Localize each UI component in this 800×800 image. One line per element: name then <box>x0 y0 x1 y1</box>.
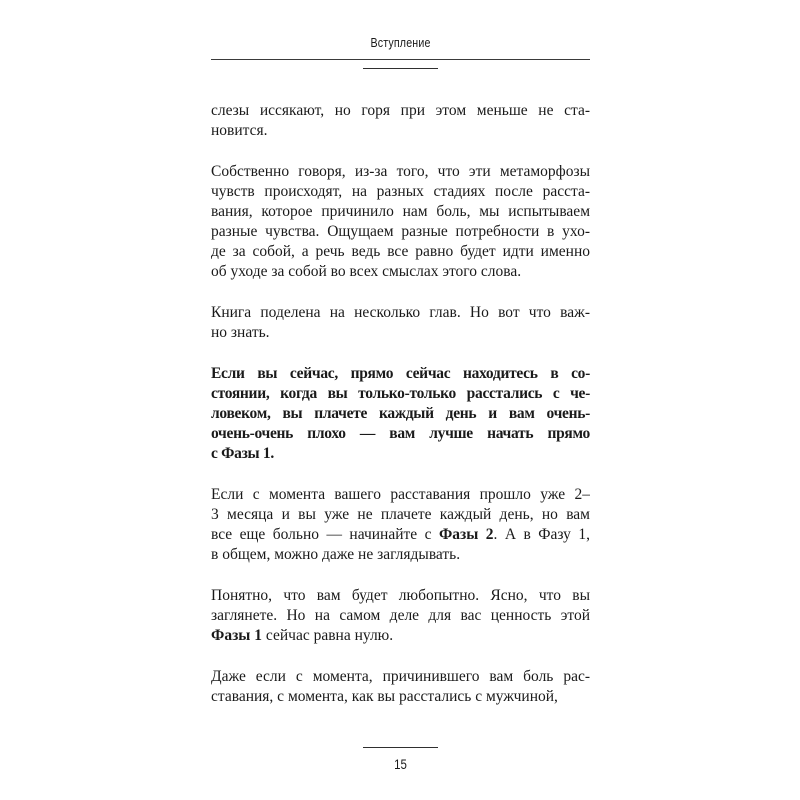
text-line <box>211 364 590 384</box>
text-segment: . А в Фазу 1, <box>493 526 590 543</box>
text-segment: очень-очень плохо — вам лучше начать прямо <box>211 425 590 442</box>
text-line <box>211 303 590 323</box>
text-line <box>211 626 590 646</box>
text-segment: заглянете. Но на самом деле для вас ценность этой <box>211 607 590 624</box>
text-line <box>211 667 590 687</box>
text-line <box>211 242 590 262</box>
paragraph <box>211 101 590 141</box>
bold-emphasis: Фазы 1 <box>211 627 263 644</box>
text-line <box>211 687 590 707</box>
text-segment: новится. <box>211 122 268 139</box>
text-segment: с Фазы 1. <box>211 445 274 462</box>
text-line <box>211 182 590 202</box>
text-segment: Понятно, что вам будет любопытно. Ясно, что вы <box>211 587 590 604</box>
paragraph <box>211 303 590 343</box>
text-segment: стоянии, когда вы только-только расстались с че- <box>211 385 590 402</box>
text-segment: Если с момента вашего расставания прошло уже 2– <box>211 486 590 503</box>
text-line <box>211 606 590 626</box>
text-line <box>211 262 590 282</box>
text-segment: ставания, с момента, как вы расстались с мужчиной, <box>211 688 558 705</box>
text-line <box>211 101 590 121</box>
paragraph <box>211 364 590 464</box>
text-segment: ловеком, вы плачете каждый день и вам очень- <box>211 405 590 422</box>
paragraph <box>211 485 590 565</box>
text-column <box>211 101 590 707</box>
text-segment: вания, которое причинило нам боль, мы испытываем <box>211 203 590 220</box>
text-segment: об уходе за собой во всех смыслах этого слова. <box>211 263 522 280</box>
text-line <box>211 121 590 141</box>
header-ornament-rule <box>363 68 438 69</box>
text-line <box>211 505 590 525</box>
text-line <box>211 162 590 182</box>
header-rule <box>211 59 590 60</box>
text-segment: все еще больно — начинайте с <box>211 526 439 543</box>
text-line <box>211 323 590 343</box>
text-segment: Собственно говоря, из-за того, что эти метаморфозы <box>211 163 590 180</box>
text-line <box>211 424 590 444</box>
text-line <box>211 586 590 606</box>
text-line <box>211 404 590 424</box>
text-line <box>211 222 590 242</box>
text-line <box>211 202 590 222</box>
bold-emphasis: Фазы 2 <box>438 526 494 543</box>
text-segment: слезы иссякают, но горя при этом меньше не ста- <box>211 102 590 119</box>
text-segment: Если вы сейчас, прямо сейчас находитесь в со- <box>211 365 590 382</box>
footer-rule <box>363 747 438 748</box>
text-segment: разные чувства. Ощущаем разные потребности в ухо- <box>211 223 590 240</box>
text-line <box>211 545 590 565</box>
text-segment: 3 месяца и вы уже не плачете каждый день, но вам <box>211 506 590 523</box>
page-number: 15 <box>394 756 407 772</box>
paragraph <box>211 667 590 707</box>
text-segment: но знать. <box>211 324 270 341</box>
running-head-title: Вступление <box>370 35 431 50</box>
text-line <box>211 444 590 464</box>
text-segment: Книга поделена на несколько глав. Но вот что важ- <box>211 304 590 321</box>
paragraph <box>211 162 590 282</box>
text-line <box>211 525 590 545</box>
paragraph <box>211 586 590 646</box>
text-line <box>211 384 590 404</box>
text-segment: сейчас равна нулю. <box>262 627 394 644</box>
text-segment: Даже если с момента, причинившего вам боль рас- <box>211 668 590 685</box>
text-segment: чувств происходят, на разных стадиях после расста- <box>211 183 590 200</box>
text-segment: в общем, можно даже не заглядывать. <box>211 546 461 563</box>
text-segment: де за собой, а речь ведь все равно будет идти именно <box>211 243 590 260</box>
text-line <box>211 485 590 505</box>
